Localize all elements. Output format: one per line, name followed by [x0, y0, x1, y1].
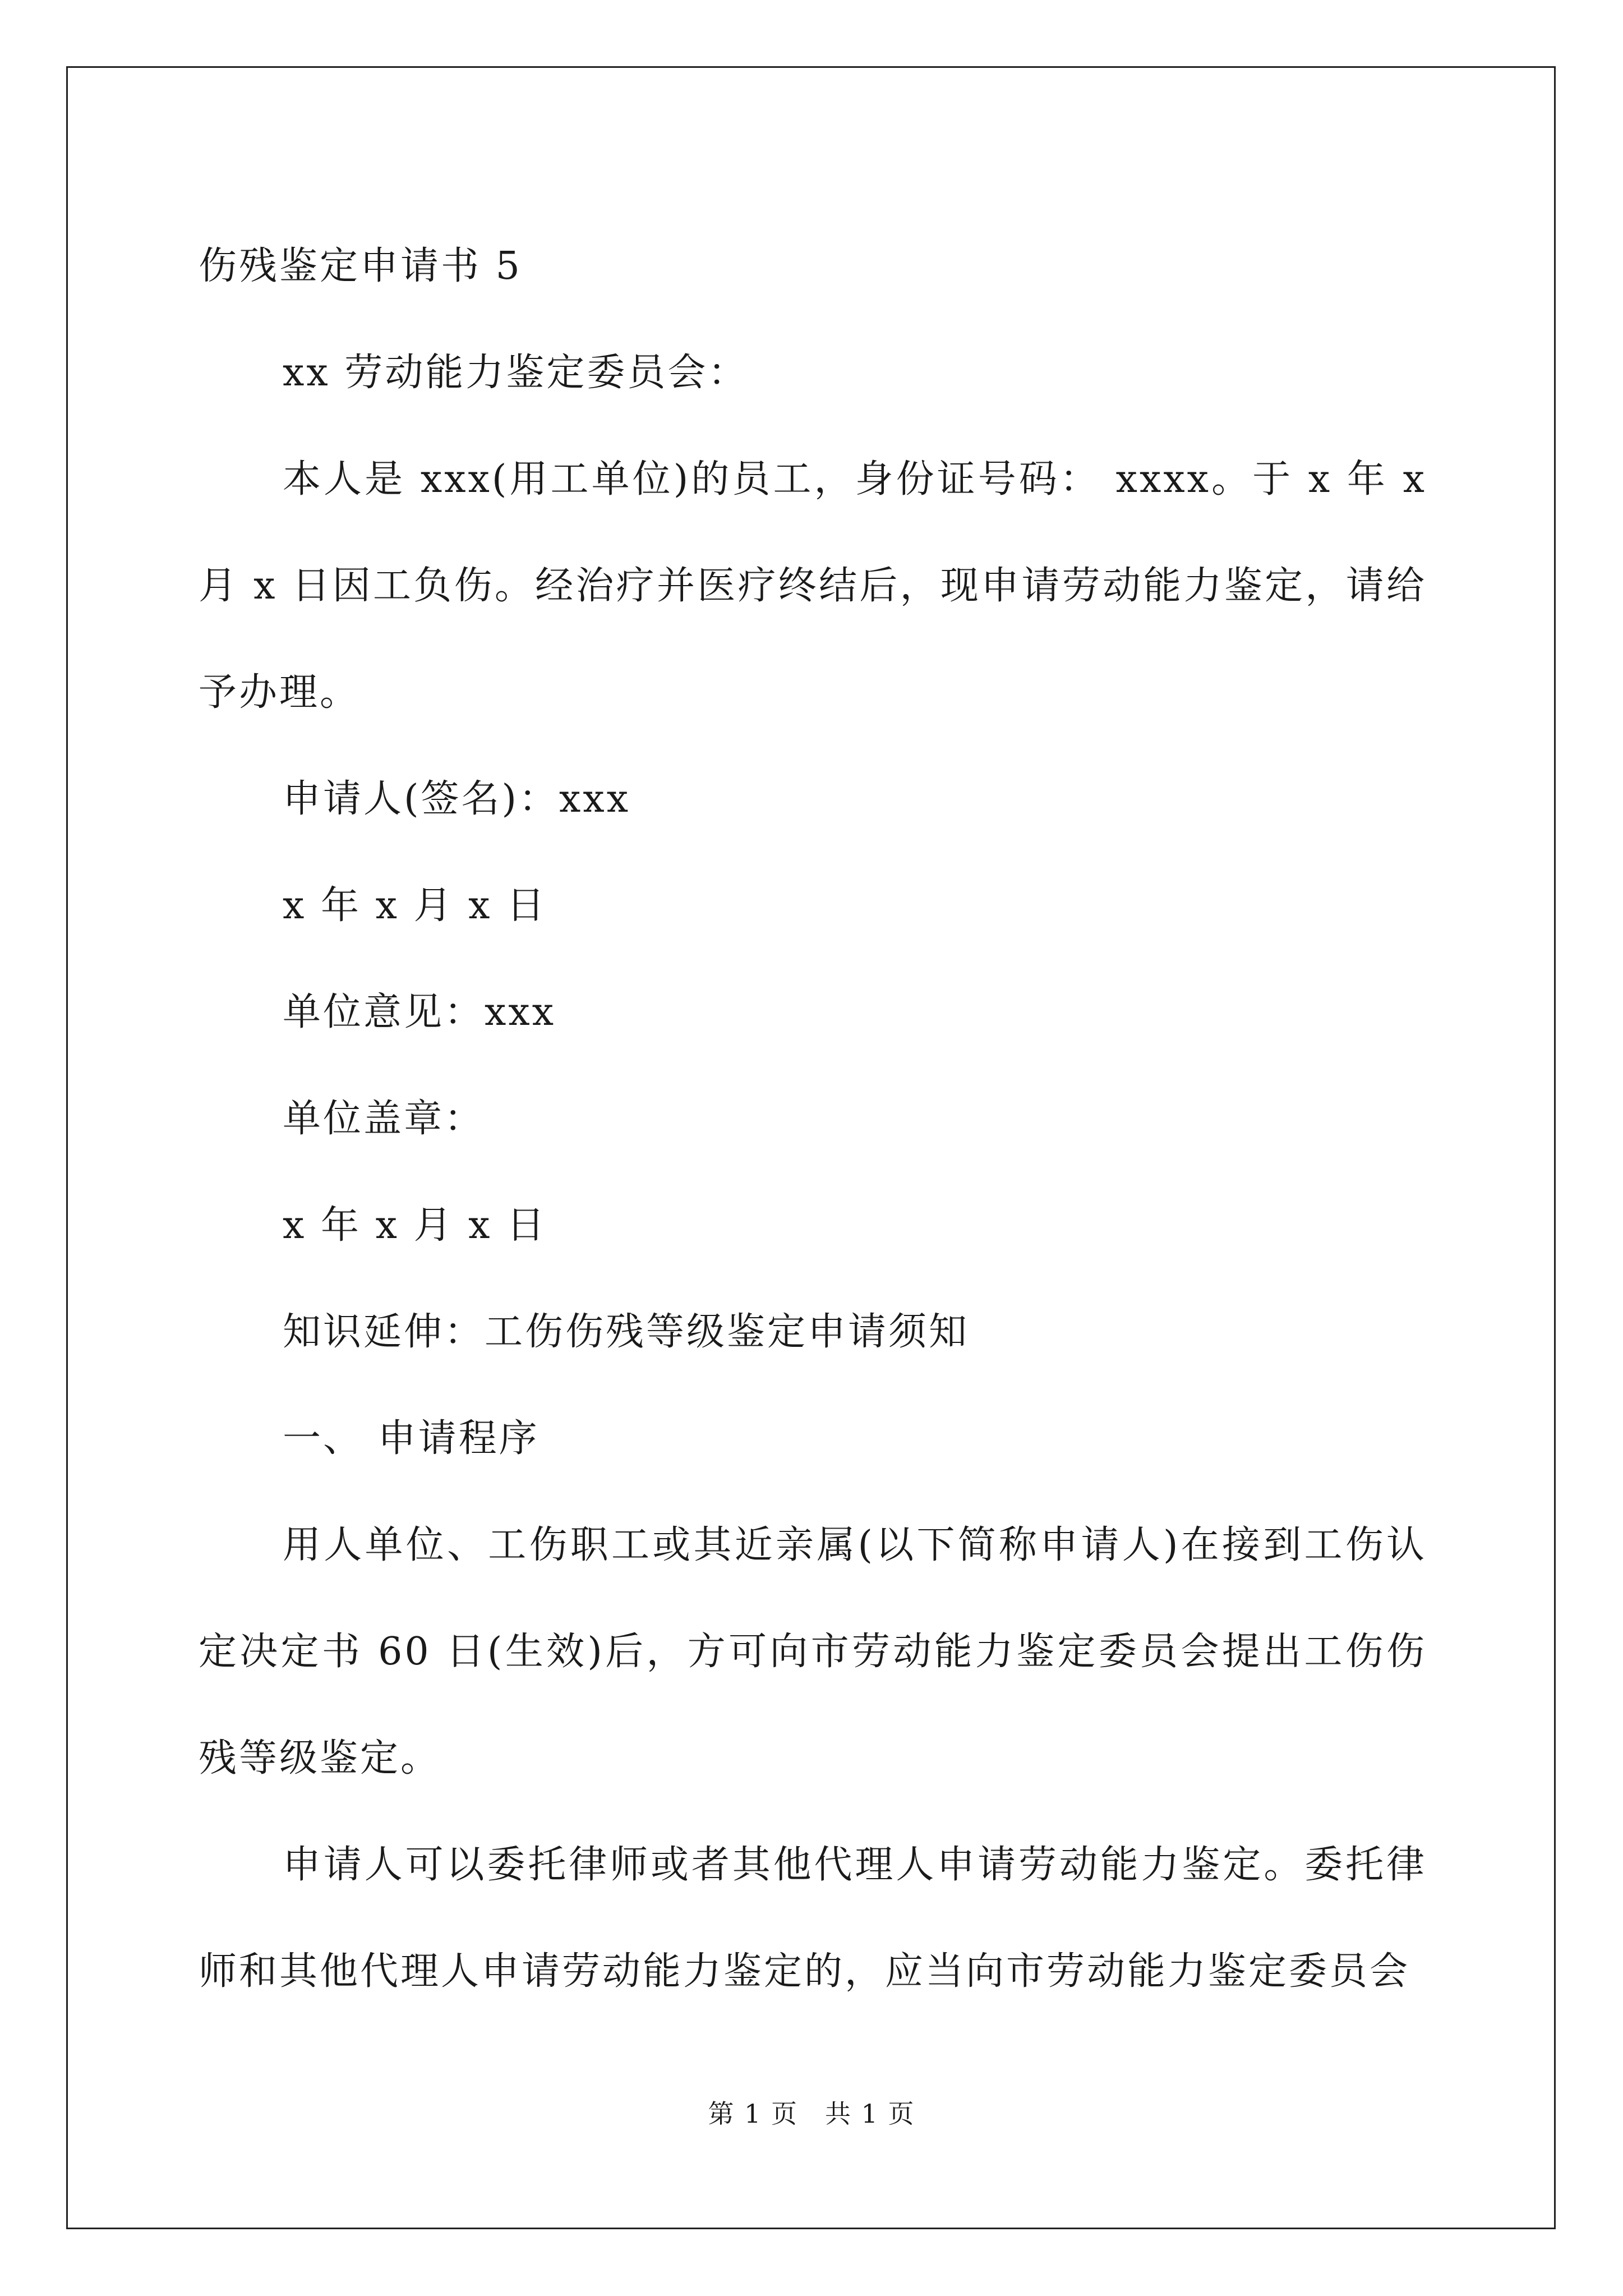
unit-seal: 单位盖章：: [283, 1097, 485, 1141]
unit-date: x 年 x 月 x 日: [283, 1203, 547, 1248]
body-paragraph: 本人是 xxx(用工单位)的员工，身份证号码： xxxx。于 x 年 x 月 x 日因工负伤。经治疗并医疗终结后，现申请劳动能力鉴定，请给予办理。: [199, 457, 1427, 715]
extension-heading: 知识延伸：工伤伤残等级鉴定申请须知: [283, 1310, 970, 1354]
unit-opinion: 单位意见：xxx: [283, 990, 556, 1034]
document-body: [199, 213, 1427, 2025]
paragraph-2: 申请人可以委托律师或者其他代理人申请劳动能力鉴定。委托律师和其他代理人申请劳动能力鉴定的，应当向市劳动能力鉴定委员会: [199, 1843, 1427, 1994]
applicant-signature: 申请人(签名)：xxx: [283, 777, 631, 821]
applicant-date: x 年 x 月 x 日: [283, 884, 547, 928]
document-title: 伤残鉴定申请书 5: [199, 244, 522, 288]
addressee: xx 劳动能力鉴定委员会：: [283, 351, 749, 395]
section-heading: 一、 申请程序: [283, 1416, 540, 1461]
page-footer: 第 1 页 共 1 页: [708, 2099, 915, 2129]
paragraph-1: 用人单位、工伤职工或其近亲属(以下简称申请人)在接到工伤认定决定书 60 日(生效)后，方可向市劳动能力鉴定委员会提出工伤伤残等级鉴定。: [199, 1523, 1427, 1780]
